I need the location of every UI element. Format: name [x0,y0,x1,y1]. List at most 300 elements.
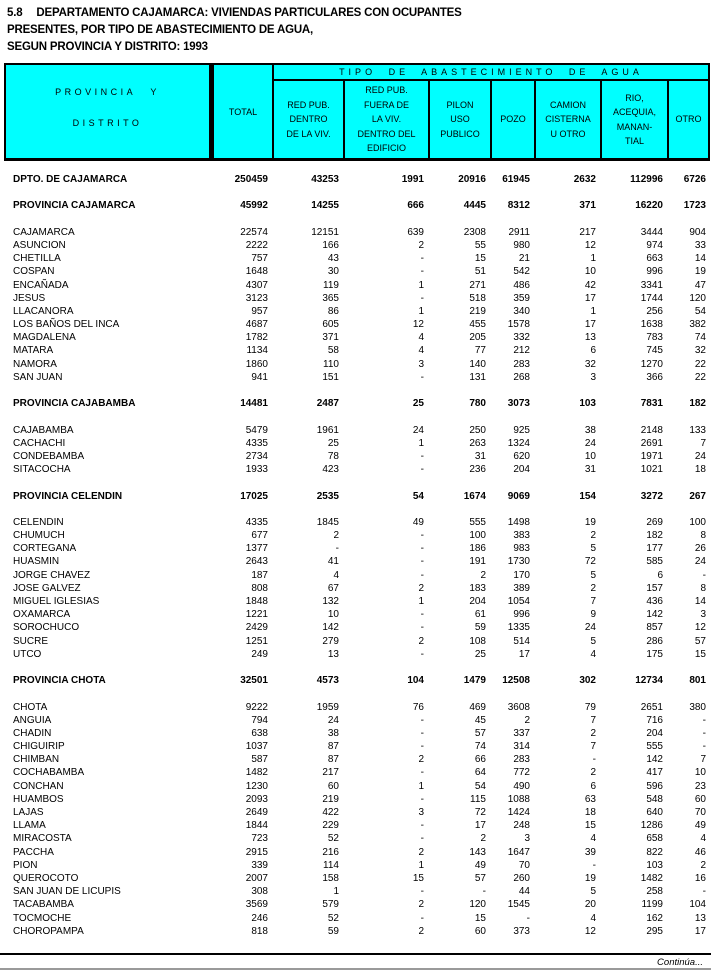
row-value: 1848 [245,596,268,607]
row-value: 2007 [245,872,268,884]
row-value: 677 [251,530,268,542]
row-label: SAN JUAN DE LICUPIS [13,886,121,898]
table-row [4,239,710,252]
header-type-column-label-line: EDIFICIO [366,143,406,154]
row-value: 783 [646,332,663,344]
row-value: 17 [474,820,486,832]
row-value: - [420,609,424,621]
row-value: 154 [579,490,596,502]
row-value: 63 [584,793,596,805]
row-value: 2632 [573,174,596,185]
row-value: 1 [333,886,339,898]
row-value: 15 [584,820,596,832]
row-value: 12 [694,622,706,634]
row-value: 794 [251,714,268,726]
row-value: 308 [251,886,268,898]
row-label: PROVINCIA CELENDIN [13,490,123,502]
header-water-supply-group [274,65,708,158]
row-label: CORTEGANA [13,543,77,555]
row-value: 5 [590,886,596,898]
row-value: 74 [474,741,486,753]
row-value: 620 [513,450,530,462]
row-value: 2643 [245,556,268,568]
row-value: - [702,741,706,753]
row-value: 108 [469,635,486,647]
row-value: 1730 [507,556,530,568]
row-label: MAGDALENA [13,332,76,344]
row-value: 13 [327,648,339,660]
row-value: 3123 [245,292,268,304]
title-line-3: SEGUN PROVINCIA Y DISTRITO: 1993 [7,41,208,53]
row-value: 24 [412,424,424,436]
row-value: 9222 [245,701,268,713]
row-value: 2308 [463,226,486,238]
table-row [4,344,710,357]
header-total-column: TOTAL [214,65,274,158]
row-value: 120 [689,292,706,304]
row-value: - [420,371,424,383]
row-value: 132 [322,596,339,607]
row-value: 268 [513,371,530,383]
row-value: 4 [418,332,424,344]
row-value: 1674 [463,490,486,502]
row-value: 204 [646,727,663,739]
row-label: TOCMOCHE [13,912,72,924]
row-value: 30 [327,266,339,278]
row-value: 22 [694,358,706,370]
title-text-1: DEPARTAMENTO CAJAMARCA: VIVIENDAS PARTICULARES CON OCUPANTES [36,7,462,19]
table-row [4,806,710,819]
row-value: 26 [694,543,706,555]
row-value: 10 [327,609,339,621]
row-value: 1230 [245,780,268,792]
row-label: CONDEBAMBA [13,450,85,462]
row-value: 12734 [635,675,663,687]
row-value: 757 [251,253,268,265]
row-value: 212 [513,345,530,357]
row-value: 6 [590,780,596,792]
row-value: - [420,569,424,581]
row-value: 87 [327,754,339,766]
table-row [4,819,710,832]
row-value: 45 [474,714,486,726]
row-value: 1860 [245,358,268,370]
row-label: OXAMARCA [13,609,71,621]
row-value: 7831 [640,398,663,410]
table-row [4,265,710,278]
row-value: 166 [322,239,339,251]
row-value: 246 [251,912,268,924]
row-label: JESUS [13,292,46,304]
row-value: 142 [646,609,663,621]
row-value: 974 [646,239,663,251]
row-value: 548 [646,793,663,805]
row-value: 2222 [245,239,268,251]
row-value: 103 [646,859,663,871]
row-value: 1 [418,437,424,449]
row-value: 1971 [640,450,663,462]
row-value: 365 [322,292,339,304]
row-label: CHIGUIRIP [13,741,65,753]
table-row [4,569,710,582]
row-label: PACCHA [13,846,54,858]
row-label: CAJAMARCA [13,226,75,238]
row-label: DPTO. DE CAJAMARCA [13,174,128,185]
row-value: 1844 [245,820,268,832]
row-value: 1037 [245,741,268,753]
row-label: TACABAMBA [13,899,74,911]
row-value: 38 [327,727,339,739]
row-value: 59 [474,622,486,634]
row-value: 248 [513,820,530,832]
row-value: 110 [323,358,339,370]
row-value: 2 [418,899,424,911]
header-type-column-label-line: USO [450,114,470,125]
row-value: 302 [579,675,596,687]
row-value: 47 [694,279,706,291]
row-value: 15 [474,912,486,924]
table-number: 5.8 [7,7,23,19]
header-type-column-3 [430,81,492,158]
table-row [4,582,710,595]
row-value: 1424 [507,807,530,818]
row-value: 4687 [245,319,268,331]
row-value: 21 [518,253,530,265]
row-value: 2 [524,714,530,726]
row-value: 256 [646,305,663,317]
row-value: 587 [251,754,268,766]
table-row [4,846,710,859]
header-type-column-label-line: ACEQUIA, [612,107,656,117]
row-value: 3608 [507,701,530,713]
title-line-1 [7,5,462,22]
row-value: 44 [518,886,530,898]
table-row [4,674,710,687]
row-value: 271 [469,279,486,291]
row-value: 7 [590,596,596,607]
row-value: 1335 [507,622,530,634]
row-value: 54 [412,490,424,502]
row-value: 39 [584,846,596,858]
row-value: 1578 [507,319,530,331]
row-value: 1498 [507,516,530,528]
row-value: 67 [327,582,339,594]
row-value: 17 [518,648,530,660]
table-header [4,63,710,161]
table-row [4,199,710,212]
header-type-column-label-line: PILON [446,99,474,110]
row-value: 2 [418,846,424,858]
row-value: 267 [689,490,706,502]
row-value: 490 [513,780,530,792]
row-value: 204 [513,464,530,476]
row-value: 542 [513,266,530,278]
row-value: 43253 [311,174,339,185]
row-value: 925 [513,424,530,436]
row-value: 1648 [245,266,268,278]
row-value: 4307 [245,279,268,291]
row-value: 100 [469,530,486,542]
row-value: 1 [418,596,424,607]
row-value: 9 [590,609,596,621]
row-value: - [420,820,424,832]
table-row [4,516,710,529]
row-value: 1377 [245,543,268,555]
row-value: - [420,253,424,265]
row-value: 17 [584,319,596,331]
row-value: 996 [646,266,663,278]
row-value: 423 [322,464,339,476]
row-value: 1479 [463,675,486,687]
row-value: 286 [646,635,663,647]
row-value: 78 [327,450,339,462]
table-row [4,490,710,503]
row-value: 5 [590,635,596,647]
row-value: 182 [646,530,663,542]
row-value: 2 [480,833,486,845]
header-provincia-label: PROVINCIA Y [55,87,160,97]
table-body [4,161,710,938]
row-value: 59 [327,925,339,937]
row-value: 229 [322,820,339,832]
row-label: HUAMBOS [13,793,64,805]
row-value: 205 [469,332,486,344]
row-value: 103 [579,398,596,410]
row-value: 114 [323,859,339,871]
row-value: 216 [322,846,339,858]
row-value: 3 [418,358,424,370]
row-value: 3 [590,371,596,383]
row-value: 4445 [463,200,486,212]
row-value: 941 [251,371,268,383]
header-type-column-label-line: MANAN- [616,121,653,132]
row-value: 1199 [641,899,663,911]
row-value: 822 [646,846,663,858]
row-value: 51 [474,266,486,278]
table-row [4,872,710,885]
row-value: 17 [694,925,706,937]
header-type-column-label-line: U OTRO [550,128,586,139]
row-label: PROVINCIA CAJABAMBA [13,398,136,410]
row-value: 24 [327,714,339,726]
row-value: 38 [584,424,596,436]
row-value: 14481 [240,398,268,410]
row-value: 1961 [316,424,339,436]
row-value: 7 [700,754,706,766]
row-label: LLACANORA [13,305,74,317]
header-type-column-2 [345,81,430,158]
row-value: - [702,714,706,726]
row-value: 332 [513,332,530,344]
row-value: 61 [474,609,486,621]
row-value: 818 [251,925,268,937]
table-row [4,529,710,542]
row-value: 3272 [640,490,663,502]
row-value: 52 [327,833,339,845]
row-value: 249 [251,648,268,660]
row-label: MATARA [13,345,54,357]
header-type-column-label-line: RED PUB. [365,85,408,96]
header-type-column-4 [492,81,536,158]
row-value: 2093 [245,793,268,805]
row-value: 3569 [245,899,268,911]
table-row [4,766,710,779]
row-value: 142 [646,754,663,766]
header-type-column-7 [669,81,708,158]
row-value: 996 [513,609,530,621]
row-value: 2649 [245,807,268,818]
row-value: 12 [584,925,596,937]
row-label: PROVINCIA CAJAMARCA [13,200,136,212]
row-value: 514 [513,635,530,647]
row-value: 373 [513,925,530,937]
row-value: 143 [469,846,486,858]
row-label: CHOTA [13,701,48,713]
row-value: 2691 [640,437,663,449]
row-label: COCHABAMBA [13,767,85,779]
row-value: 76 [412,701,424,713]
row-value: 772 [513,767,530,779]
page-bottom-edge [0,968,711,970]
header-type-column-label-line: DENTRO [289,114,328,125]
row-value: 4 [590,648,596,660]
row-value: 55 [474,239,486,251]
row-value: - [420,767,424,779]
header-type-column-label-line: DENTRO DEL [357,128,416,139]
row-value: 605 [322,319,339,331]
row-value: 77 [474,345,486,357]
row-value: 4 [418,345,424,357]
row-value: 3444 [640,226,663,238]
row-value: 3 [418,807,424,818]
row-value: 1286 [640,820,663,832]
header-type-column-label-line: PUBLICO [440,128,480,139]
row-value: 183 [469,582,486,594]
row-label: UTCO [13,648,42,660]
row-value: 983 [513,543,530,555]
row-value: 32501 [240,675,268,687]
row-value: 596 [646,780,663,792]
row-value: 857 [646,622,663,634]
row-value: 236 [469,464,486,476]
table-row [4,859,710,872]
title-line-2: PRESENTES, POR TIPO DE ABASTECIMIENTO DE AGUA, [7,24,314,36]
row-value: 219 [469,305,486,317]
row-value: 19 [694,266,706,278]
row-value: 6726 [683,174,706,185]
row-value: 70 [694,807,706,818]
row-value: - [420,886,424,898]
row-value: 182 [689,398,706,410]
row-value: 3 [524,833,530,845]
row-value: 79 [584,701,596,713]
row-value: 716 [646,714,663,726]
row-value: 175 [646,648,663,660]
row-value: 380 [689,701,706,713]
header-type-column-label-line: RIO, [625,92,644,103]
table-row [4,925,710,938]
table-row [4,292,710,305]
row-label: ENCAÑADA [13,279,69,291]
row-value: 366 [646,371,663,383]
row-label: CACHACHI [13,437,66,449]
row-value: 24 [694,450,706,462]
header-type-column-5 [536,81,602,158]
row-value: 2 [480,569,486,581]
table-row [4,542,710,555]
row-value: 1088 [507,793,530,805]
row-value: 383 [513,530,530,542]
row-value: 250 [469,424,486,436]
row-value: 422 [322,807,339,818]
row-value: 13 [584,332,596,344]
row-value: 585 [646,556,663,568]
row-value: 104 [407,675,424,687]
row-value: 808 [251,582,268,594]
row-label: CHADIN [13,727,52,739]
row-value: - [420,622,424,634]
row-value: 2 [333,530,339,542]
row-value: 666 [407,200,424,212]
row-value: 32 [694,345,706,357]
header-distrito-label: DISTRITO [72,118,143,128]
row-label: JORGE CHAVEZ [13,569,91,581]
row-value: 57 [474,727,486,739]
row-value: 2 [418,754,424,766]
row-value: 15 [412,872,424,884]
header-type-column-label-line: POZO [500,114,526,125]
row-value: 42 [584,279,596,291]
table-row [4,424,710,437]
row-value: 4 [590,833,596,845]
row-value: 4573 [316,675,339,687]
row-value: 19 [584,872,596,884]
row-value: 140 [469,358,486,370]
row-value: 191 [469,556,486,568]
row-value: 72 [474,807,486,818]
row-value: 780 [469,398,486,410]
row-value: 2915 [245,846,268,858]
row-value: 389 [513,582,530,594]
row-value: 279 [322,635,339,647]
row-value: 60 [327,780,339,792]
row-value: 187 [251,569,268,581]
row-value: 31 [584,464,596,476]
row-value: 142 [322,622,339,634]
row-value: 638 [251,727,268,739]
table-row [4,226,710,239]
row-label: CHIMBAN [13,754,60,766]
table-row [4,727,710,740]
row-value: - [592,859,596,871]
row-value: - [420,833,424,845]
header-type-column-label-line: FUERA DE [363,99,409,110]
row-value: 8 [700,530,706,542]
row-value: 295 [646,925,663,937]
row-value: 417 [646,767,663,779]
row-value: 1482 [245,767,268,779]
table-row [4,371,710,384]
row-value: 100 [689,516,706,528]
row-value: 745 [646,345,663,357]
row-value: 64 [474,767,486,779]
row-value: 112996 [630,174,663,185]
row-value: 49 [474,859,486,871]
row-value: 639 [407,226,424,238]
row-value: 15 [694,648,706,660]
row-value: 24 [584,622,596,634]
row-value: - [420,714,424,726]
